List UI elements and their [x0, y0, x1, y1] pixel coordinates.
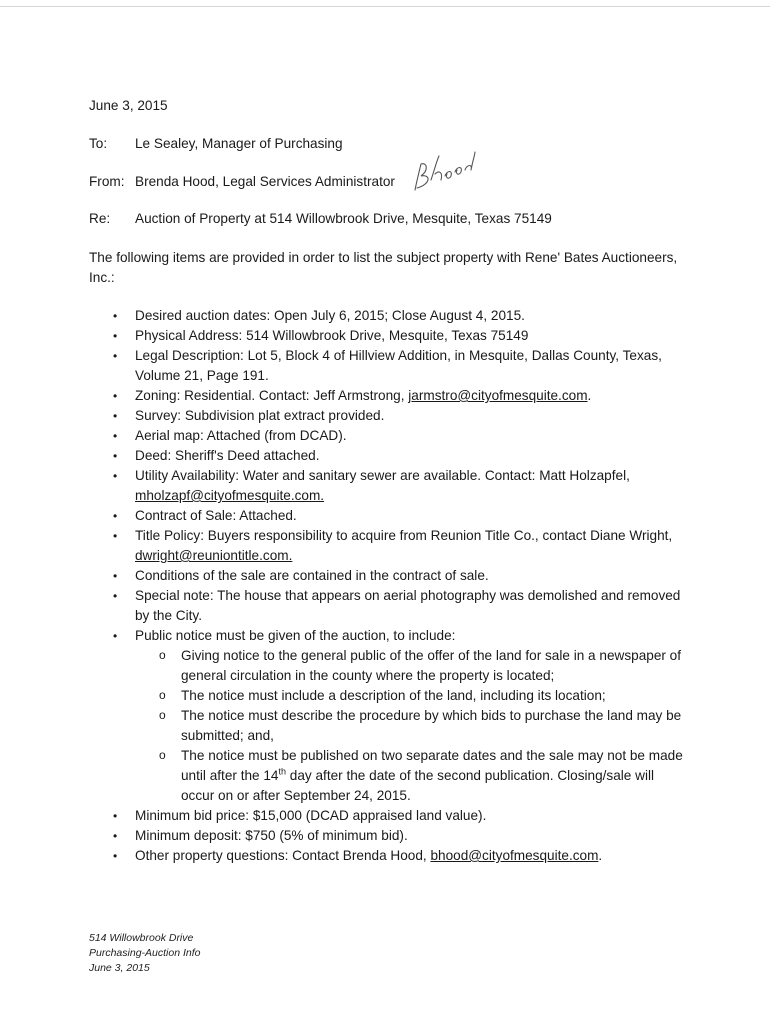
scan-edge-line — [0, 6, 770, 7]
other-email-link[interactable]: bhood@cityofmesquite.com — [430, 848, 599, 863]
list-item-utility — [135, 466, 689, 506]
title-email-link[interactable]: dwright@reuniontitle.com. — [135, 548, 293, 563]
memo-page — [89, 96, 689, 866]
to-value: Le Sealey, Manager of Purchasing — [135, 136, 343, 151]
zoning-text: Zoning: Residential. Contact: Jeff Armstrong, — [135, 388, 409, 403]
re-value: Auction of Property at 514 Willowbrook Drive, Mesquite, Texas 75149 — [135, 211, 552, 226]
zoning-end: . — [587, 388, 592, 403]
public-notice-text: Public notice must be given of the auction, to include: — [135, 628, 456, 643]
list-item-physical-address: • Physical Address: 514 Willowbrook Drive, Mesquite, Texas 75149 — [135, 326, 689, 346]
zoning-email-link[interactable]: jarmstro@cityofmesquite.com — [408, 388, 588, 403]
title-text: Title Policy: Buyers responsibility to acquire from Reunion Title Co., contact Diane Wright, — [135, 528, 673, 543]
list-item-min-bid: • Minimum bid price: $15,000 (DCAD appraised land value). — [135, 806, 689, 826]
sub-4-superscript: th — [278, 766, 287, 777]
list-item-survey: • Survey: Subdivision plat extract provided. — [135, 406, 689, 426]
memo-re-row — [89, 209, 689, 229]
sublist-item-1: o Giving notice to the general public of the offer of the land for sale in a newspaper of general circulation in the county where the property is located; — [181, 646, 689, 686]
intro-paragraph: The following items are provided in order to list the subject property with Rene' Bates Auctioneers, Inc.: — [89, 250, 678, 285]
sublist-item-4 — [181, 746, 689, 806]
memo-from-row — [89, 172, 689, 192]
list-item-legal-description: • Legal Description: Lot 5, Block 4 of Hillview Addition, in Mesquite, Dallas County, Texas, Volume 21, Page 191. — [135, 346, 689, 386]
memo-to-row — [89, 134, 689, 154]
footer-line-1: 514 Willowbrook Drive — [89, 932, 194, 944]
from-label: From: — [89, 174, 125, 189]
footer-line-3: June 3, 2015 — [89, 962, 150, 974]
to-label: To: — [89, 136, 108, 151]
list-item-other-questions — [135, 846, 689, 866]
utility-text: Utility Availability: Water and sanitary sewer are available. Contact: Matt Holzapfel, — [135, 468, 630, 483]
list-item-special-note: • Special note: The house that appears on aerial photography was demolished and removed by the City. — [135, 586, 689, 626]
re-label: Re: — [89, 211, 111, 226]
property-items-list — [89, 306, 689, 866]
sub-4-text-b: day after the date of the second publication. Closing/sale will occur on or after September 24, 2015. — [181, 768, 655, 803]
list-item-deed: • Deed: Sheriff's Deed attached. — [135, 446, 689, 466]
sublist-item-3: o The notice must describe the procedure by which bids to purchase the land may be submitted; and, — [181, 706, 689, 746]
utility-email-link[interactable]: mholzapf@cityofmesquite.com. — [135, 488, 325, 503]
public-notice-sublist — [135, 646, 689, 806]
list-item-min-deposit: • Minimum deposit: $750 (5% of minimum bid). — [135, 826, 689, 846]
sub-4-text-a: The notice must be published on two separate dates and the sale may not be made until after the 14 — [181, 748, 683, 783]
list-item-conditions: • Conditions of the sale are contained in the contract of sale. — [135, 566, 689, 586]
list-item-contract: • Contract of Sale: Attached. — [135, 506, 689, 526]
list-item-zoning — [135, 386, 689, 406]
other-end: . — [598, 848, 603, 863]
memo-date: June 3, 2015 — [89, 98, 168, 113]
footer-line-2: Purchasing-Auction Info — [89, 947, 201, 959]
list-item-auction-dates: • Desired auction dates: Open July 6, 2015; Close August 4, 2015. — [135, 306, 689, 326]
handwritten-signature — [409, 150, 479, 198]
list-item-aerial-map: • Aerial map: Attached (from DCAD). — [135, 426, 689, 446]
document-footer — [89, 931, 200, 976]
list-item-title-policy — [135, 526, 689, 566]
list-item-public-notice — [135, 626, 689, 806]
other-text: Other property questions: Contact Brenda Hood, — [135, 848, 431, 863]
from-value: Brenda Hood, Legal Services Administrator — [135, 174, 395, 189]
sublist-item-2: o The notice must include a description of the land, including its location; — [181, 686, 689, 706]
